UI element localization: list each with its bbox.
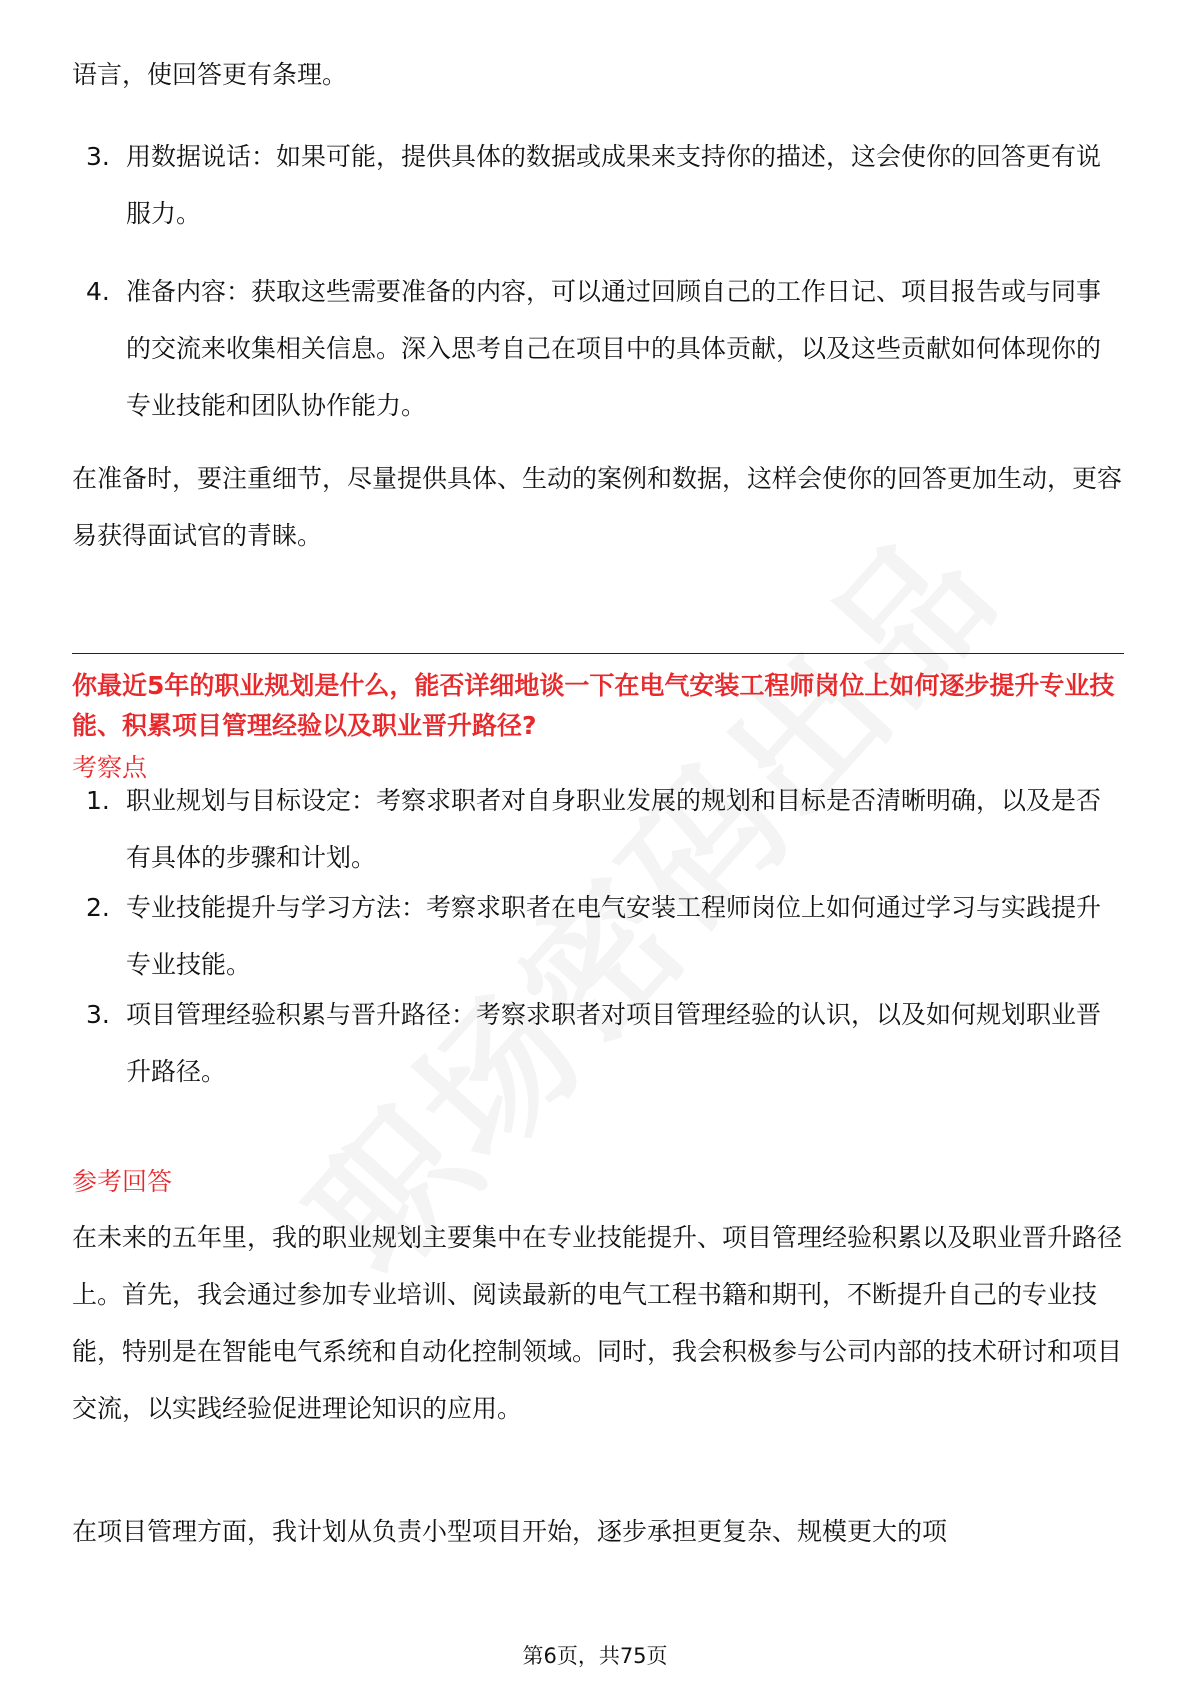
focus-section-title: 考察点: [72, 753, 148, 782]
list-item-text: 职业规划与目标设定：考察求职者对自身职业发展的规划和目标是否清晰明确，以及是否有具体的步骤和计划。: [126, 786, 1102, 872]
prep-summary-paragraph: 在准备时，要注重细节，尽量提供具体、生动的案例和数据，这样会使你的回答更加生动，更容易获得面试官的青睐。: [72, 464, 1123, 550]
answer-section-title: 参考回答: [72, 1167, 173, 1196]
list-number: 1.: [86, 786, 110, 815]
list-number: 2.: [86, 893, 110, 922]
question-heading: 你最近5年的职业规划是什么，能否详细地谈一下在电气安装工程师岗位上如何逐步提升专业技能、积累项目管理经验以及职业晋升路径?: [72, 671, 1115, 740]
list-item: [72, 879, 1124, 993]
intro-tail-text: 语言，使回答更有条理。: [72, 60, 348, 89]
list-item-text: 专业技能提升与学习方法：考察求职者在电气安装工程师岗位上如何通过学习与实践提升专业技能。: [126, 893, 1102, 979]
list-number: 3.: [86, 142, 110, 171]
list-item: [72, 128, 1124, 242]
answer-paragraph: 在项目管理方面，我计划从负责小型项目开始，逐步承担更复杂、规模更大的项: [72, 1517, 948, 1546]
list-number: 3.: [86, 1000, 110, 1029]
document-page: [72, 0, 1124, 1684]
list-item-text: 用数据说话：如果可能，提供具体的数据或成果来支持你的描述，这会使你的回答更有说服力。: [126, 142, 1102, 228]
answer-paragraph: 在未来的五年里，我的职业规划主要集中在专业技能提升、项目管理经验积累以及职业晋升路径上。首先，我会通过参加专业培训、阅读最新的电气工程书籍和期刊，不断提升自己的专业技能，特别是在智能电气系统和自动化控制领域。同时，我会积极参与公司内部的技术研讨和项目交流，以实践经验促进理论知识的应用。: [72, 1223, 1123, 1423]
list-number: 4.: [86, 277, 110, 306]
list-item-text: 项目管理经验积累与晋升路径：考察求职者对项目管理经验的认识，以及如何规划职业晋升路径。: [126, 1000, 1102, 1086]
section-divider: [72, 653, 1124, 654]
page-footer: 第6页，共75页: [522, 1644, 668, 1668]
list-item: [72, 986, 1124, 1100]
list-item: [72, 263, 1124, 434]
list-item-text: 准备内容：获取这些需要准备的内容，可以通过回顾自己的工作日记、项目报告或与同事的交流来收集相关信息。深入思考自己在项目中的具体贡献，以及这些贡献如何体现你的专业技能和团队协作能力。: [126, 277, 1102, 420]
list-item: [72, 772, 1124, 886]
